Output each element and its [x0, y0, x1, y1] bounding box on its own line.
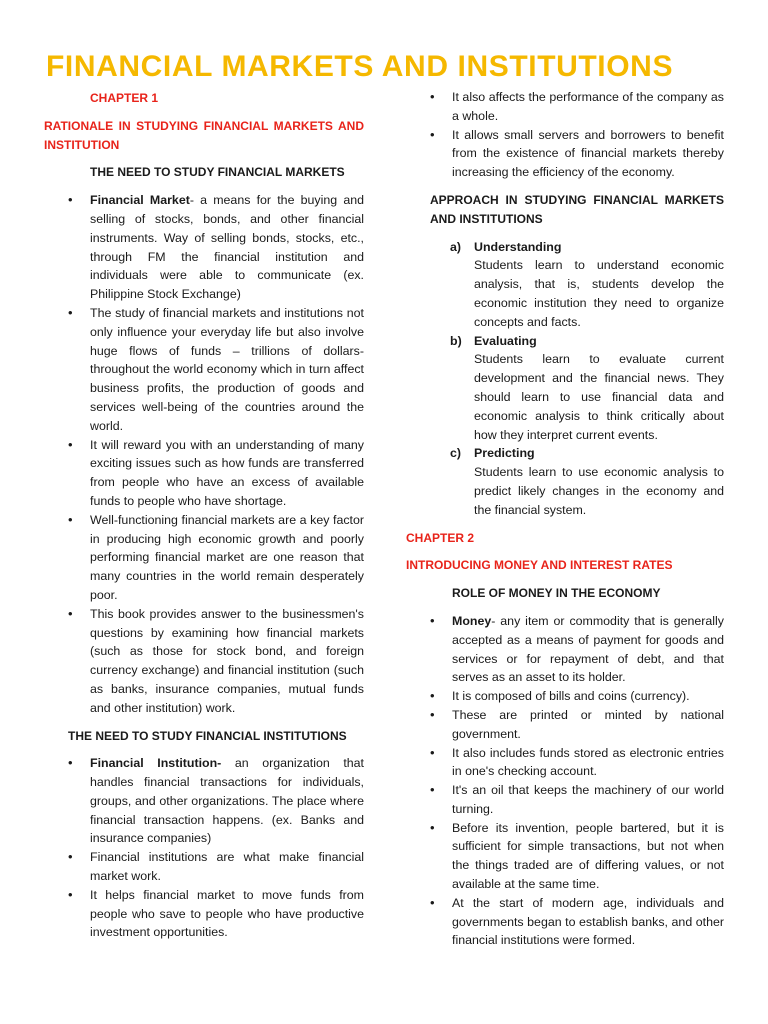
list-item: • It also includes funds stored as electronic entries in one's checking account. [406, 744, 724, 782]
approach-item-text: Students learn to understand economic analysis, that is, students develop the economic institution they need to organize concepts and facts. [474, 258, 724, 329]
financial-market-definition: - a means for the buying and selling of stocks, bonds, and other financial instruments. Way of selling bonds, stocks, etc., through FM the financial institution and individuals were able to communicate (ex. Philippine Stock Exchange) [90, 193, 365, 302]
document-title: FINANCIAL MARKETS AND INSTITUTIONS [46, 50, 674, 83]
list-item: • This book provides answer to the businessmen's questions by examining how financial markets (such as those for stock bond, and foreign currency exchange) and financial institution (such as banks, insurance companies, mutual funds and other institution) work. [44, 605, 364, 718]
approach-heading: APPROACH IN STUDYING FINANCIAL MARKETS AND INSTITUTIONS [430, 192, 724, 226]
list-item: • The study of financial markets and institutions not only influence your everyday life but also involve huge flows of funds – trillions of dollars- throughout the world economy which in turn affect business profits, the production of goods and services well-being of the countries around the world. [44, 304, 364, 436]
list-item [44, 754, 364, 848]
chapter-2-title: INTRODUCING MONEY AND INTEREST RATES [406, 558, 673, 573]
approach-item-title: Evaluating [474, 333, 537, 348]
list-item: • It will reward you with an understanding of many exciting issues such as how funds are transferred from people who have an excess of available funds to people who have shortage. [44, 436, 364, 511]
chapter-2-label: CHAPTER 2 [406, 530, 475, 545]
need-institutions-heading: THE NEED TO STUDY FINANCIAL INSTITUTIONS [68, 728, 347, 743]
list-item: • It's an oil that keeps the machinery of our world turning. [406, 781, 724, 819]
approach-item-title: Predicting [474, 446, 535, 461]
approach-item-title: Understanding [474, 239, 562, 254]
list-item: • Well-functioning financial markets are a key factor in producing high economic growth and poorly performing financial market are one reason that many countries in the world remain desperately poor. [44, 511, 364, 605]
approach-item [406, 238, 724, 332]
list-item: • It is composed of bills and coins (currency). [406, 687, 724, 706]
left-column [44, 88, 364, 942]
money-definition: - any item or commodity that is generally accepted as a means of payment for goods and services or for repayment of debt, and that serves as an asset to its holder. [452, 613, 724, 685]
list-item: • It helps financial market to move funds from people who save to people who have productive investment opportunities. [44, 886, 364, 942]
list-item: • At the start of modern age, individuals and governments began to establish banks, and other financial institutions were formed. [406, 894, 724, 950]
list-item: • It allows small servers and borrowers to benefit from the existence of financial markets thereby increasing the efficiency of the economy. [406, 126, 724, 182]
approach-list [406, 238, 724, 520]
approach-item-marker: c) [450, 446, 462, 461]
list-item: • Before its invention, people bartered, but it is sufficient for simple transactions, but not when the things traded are of differing values, or not available at the same time. [406, 819, 724, 894]
approach-item-marker: b) [450, 333, 462, 348]
money-bullet-list [406, 612, 724, 950]
approach-item [406, 444, 724, 519]
role-of-money-heading: ROLE OF MONEY IN THE ECONOMY [452, 586, 661, 601]
continued-bullet-list [406, 88, 724, 182]
approach-item [406, 332, 724, 445]
financial-institution-definition: an organization that handles financial transactions for individuals, groups, and other organizations. The place where financial transaction happens. (ex. Banks and insurance companies) [90, 756, 364, 846]
list-item: • It also affects the performance of the company as a whole. [406, 88, 724, 126]
chapter-1-label: CHAPTER 1 [90, 91, 159, 105]
rationale-heading: RATIONALE IN STUDYING FINANCIAL MARKETS AND INSTITUTION [44, 118, 364, 152]
markets-bullet-list [44, 191, 364, 717]
money-term: Money [452, 613, 492, 628]
list-item: • These are printed or minted by national government. [406, 706, 724, 744]
list-item: • Financial institutions are what make financial market work. [44, 848, 364, 886]
financial-institution-term: Financial Institution- [90, 756, 222, 771]
approach-item-marker: a) [450, 239, 462, 254]
approach-item-text: Students learn to evaluate current development and the financial news. They should learn to use financial data and economic analysis to think critically about how they interpret current events. [474, 352, 724, 442]
need-markets-heading: THE NEED TO STUDY FINANCIAL MARKETS [90, 165, 345, 180]
list-item [406, 612, 724, 687]
financial-market-term: Financial Market [90, 193, 190, 208]
approach-item-text: Students learn to use economic analysis to predict likely changes in the economy and the financial system. [474, 465, 724, 517]
list-item [44, 191, 364, 304]
right-column [406, 88, 724, 950]
institutions-bullet-list [44, 754, 364, 942]
